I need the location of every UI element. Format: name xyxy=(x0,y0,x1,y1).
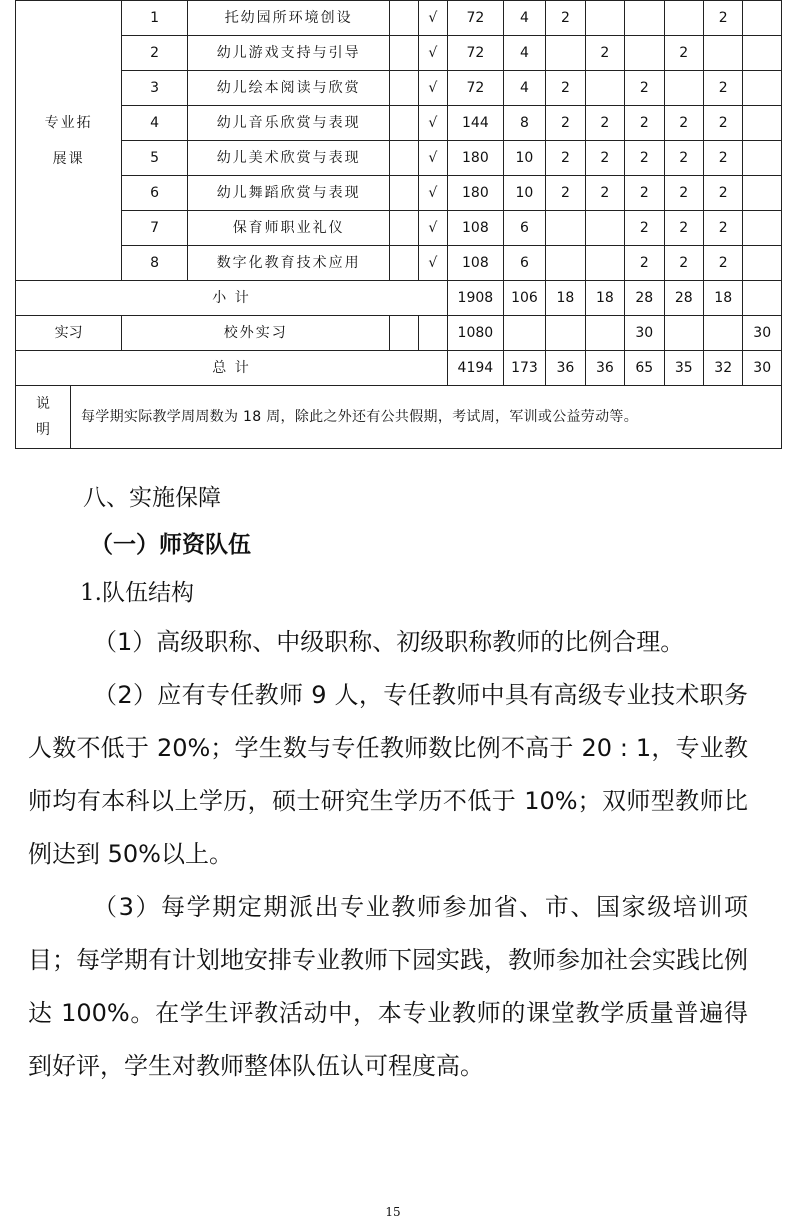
term-cell: 2 xyxy=(625,176,664,211)
internship-credits xyxy=(503,316,545,351)
check-mark: √ xyxy=(418,1,447,36)
term-cell xyxy=(585,71,624,106)
course-credits: 4 xyxy=(503,71,545,106)
term-cell: 2 xyxy=(664,246,703,281)
course-plan-table xyxy=(15,0,782,449)
empty-cell xyxy=(390,36,418,71)
table-row xyxy=(16,246,782,281)
subsection-heading: （一）师资队伍 xyxy=(90,532,251,558)
term-cell xyxy=(546,36,585,71)
paragraph: （3）每学期定期派出专业教师参加省、市、国家级培训项目；每学期有计划地安排专业教师下园实践，教师参加社会实践比例达 100%。在学生评教活动中，本专业教师的课堂教学质量普遍得到好评，学生对教师整体队伍认可程度高。 xyxy=(28,893,748,1080)
course-credits: 10 xyxy=(503,176,545,211)
term-cell: 2 xyxy=(625,141,664,176)
check-mark: √ xyxy=(418,246,447,281)
total-hours: 4194 xyxy=(448,351,504,386)
term-cell xyxy=(664,71,703,106)
term-cell xyxy=(585,316,624,351)
term-cell xyxy=(743,36,782,71)
course-no: 4 xyxy=(122,106,188,141)
course-hours: 108 xyxy=(448,211,504,246)
term-cell: 2 xyxy=(585,106,624,141)
empty-cell xyxy=(390,211,418,246)
course-hours: 108 xyxy=(448,246,504,281)
term-cell xyxy=(743,106,782,141)
term-cell xyxy=(664,1,703,36)
term-cell: 18 xyxy=(546,281,585,316)
note-text: 每学期实际教学周周数为 18 周，除此之外还有公共假期，考试周，军训或公益劳动等。 xyxy=(81,408,639,425)
term-cell: 18 xyxy=(703,281,742,316)
subtotal-label: 小 计 xyxy=(16,281,448,316)
term-cell: 2 xyxy=(664,106,703,141)
paragraph: （1）高级职称、中级职称、初级职称教师的比例合理。 xyxy=(93,628,685,656)
course-credits: 6 xyxy=(503,246,545,281)
paragraph: （2）应有专任教师 9 人，专任教师中具有高级专业技术职务人数不低于 20%；学生数与专任教师数比例不高于 20 : 1，专业教师均有本科以上学历，硕士研究生学历不低于 10%；双师型教师比例达到 50%以上。 xyxy=(28,681,748,868)
term-cell: 2 xyxy=(664,176,703,211)
term-cell: 2 xyxy=(703,141,742,176)
term-cell xyxy=(743,211,782,246)
term-cell: 2 xyxy=(703,1,742,36)
total-label: 总 计 xyxy=(16,351,448,386)
course-no: 7 xyxy=(122,211,188,246)
note-label xyxy=(16,386,71,448)
course-name: 幼儿美术欣赏与表现 xyxy=(188,141,390,176)
term-cell: 2 xyxy=(546,176,585,211)
check-mark: √ xyxy=(418,71,447,106)
term-cell: 2 xyxy=(703,176,742,211)
term-cell: 2 xyxy=(625,211,664,246)
subtotal-hours: 1908 xyxy=(448,281,504,316)
empty-cell xyxy=(390,1,418,36)
course-credits: 10 xyxy=(503,141,545,176)
course-category-label: 专业拓展课 xyxy=(44,114,93,167)
table-row xyxy=(16,141,782,176)
term-cell xyxy=(546,316,585,351)
term-cell xyxy=(585,246,624,281)
course-name: 托幼园所环境创设 xyxy=(188,1,390,36)
term-cell: 2 xyxy=(625,71,664,106)
page-number: 15 xyxy=(385,1205,401,1219)
section-heading: 八、实施保障 xyxy=(83,485,221,511)
subsubsection-heading: 1.队伍结构 xyxy=(80,580,194,606)
term-cell: 65 xyxy=(625,351,664,386)
empty-cell xyxy=(418,316,447,351)
term-cell: 2 xyxy=(546,141,585,176)
term-cell: 2 xyxy=(664,211,703,246)
term-cell: 2 xyxy=(664,141,703,176)
term-cell xyxy=(743,71,782,106)
table-row xyxy=(16,71,782,106)
internship-name: 校外实习 xyxy=(122,316,390,351)
course-no: 5 xyxy=(122,141,188,176)
course-hours: 72 xyxy=(448,71,504,106)
check-mark: √ xyxy=(418,36,447,71)
course-hours: 180 xyxy=(448,141,504,176)
term-cell: 2 xyxy=(703,71,742,106)
term-cell: 2 xyxy=(546,1,585,36)
table-row xyxy=(16,211,782,246)
term-cell: 36 xyxy=(585,351,624,386)
note-cell xyxy=(16,386,782,449)
term-cell: 30 xyxy=(743,316,782,351)
term-cell xyxy=(546,211,585,246)
course-category-cell xyxy=(16,1,122,281)
course-credits: 8 xyxy=(503,106,545,141)
term-cell: 32 xyxy=(703,351,742,386)
term-cell: 2 xyxy=(546,106,585,141)
term-cell: 30 xyxy=(743,351,782,386)
term-cell: 28 xyxy=(664,281,703,316)
term-cell xyxy=(743,141,782,176)
total-credits: 173 xyxy=(503,351,545,386)
term-cell: 2 xyxy=(585,176,624,211)
term-cell: 35 xyxy=(664,351,703,386)
subtotal-row xyxy=(16,281,782,316)
check-mark: √ xyxy=(418,141,447,176)
term-cell: 2 xyxy=(664,36,703,71)
empty-cell xyxy=(390,176,418,211)
term-cell xyxy=(743,176,782,211)
term-cell: 2 xyxy=(585,36,624,71)
empty-cell xyxy=(390,316,418,351)
empty-cell xyxy=(390,246,418,281)
term-cell xyxy=(743,246,782,281)
table-row xyxy=(16,106,782,141)
term-cell: 2 xyxy=(703,246,742,281)
course-credits: 4 xyxy=(503,36,545,71)
course-hours: 72 xyxy=(448,1,504,36)
term-cell: 28 xyxy=(625,281,664,316)
term-cell: 2 xyxy=(625,106,664,141)
term-cell xyxy=(625,36,664,71)
term-cell xyxy=(703,316,742,351)
empty-cell xyxy=(390,106,418,141)
internship-row xyxy=(16,316,782,351)
course-hours: 72 xyxy=(448,36,504,71)
term-cell xyxy=(703,36,742,71)
term-cell: 30 xyxy=(625,316,664,351)
note-row xyxy=(16,386,782,449)
term-cell xyxy=(743,1,782,36)
course-no: 1 xyxy=(122,1,188,36)
note-label-top: 说 xyxy=(36,396,50,412)
course-name: 幼儿舞蹈欣赏与表现 xyxy=(188,176,390,211)
check-mark: √ xyxy=(418,211,447,246)
course-credits: 6 xyxy=(503,211,545,246)
term-cell: 2 xyxy=(625,246,664,281)
empty-cell xyxy=(390,71,418,106)
internship-hours: 1080 xyxy=(448,316,504,351)
term-cell xyxy=(546,246,585,281)
total-row xyxy=(16,351,782,386)
table-row xyxy=(16,1,782,36)
note-label-bottom: 明 xyxy=(36,422,50,438)
implementation-section xyxy=(28,470,748,1093)
check-mark: √ xyxy=(418,106,447,141)
course-no: 2 xyxy=(122,36,188,71)
subtotal-credits: 106 xyxy=(503,281,545,316)
course-credits: 4 xyxy=(503,1,545,36)
course-no: 8 xyxy=(122,246,188,281)
course-name: 保育师职业礼仪 xyxy=(188,211,390,246)
course-no: 3 xyxy=(122,71,188,106)
term-cell xyxy=(585,211,624,246)
term-cell: 2 xyxy=(703,211,742,246)
table-row xyxy=(16,36,782,71)
term-cell: 36 xyxy=(546,351,585,386)
course-hours: 144 xyxy=(448,106,504,141)
term-cell xyxy=(664,316,703,351)
term-cell: 2 xyxy=(546,71,585,106)
term-cell: 18 xyxy=(585,281,624,316)
term-cell: 2 xyxy=(585,141,624,176)
check-mark: √ xyxy=(418,176,447,211)
course-name: 幼儿音乐欣赏与表现 xyxy=(188,106,390,141)
term-cell: 2 xyxy=(703,106,742,141)
term-cell xyxy=(743,281,782,316)
term-cell xyxy=(585,1,624,36)
course-name: 幼儿绘本阅读与欣赏 xyxy=(188,71,390,106)
course-no: 6 xyxy=(122,176,188,211)
course-hours: 180 xyxy=(448,176,504,211)
table-row xyxy=(16,176,782,211)
empty-cell xyxy=(390,141,418,176)
internship-category: 实习 xyxy=(16,316,122,351)
course-name: 幼儿游戏支持与引导 xyxy=(188,36,390,71)
term-cell xyxy=(625,1,664,36)
course-name: 数字化教育技术应用 xyxy=(188,246,390,281)
